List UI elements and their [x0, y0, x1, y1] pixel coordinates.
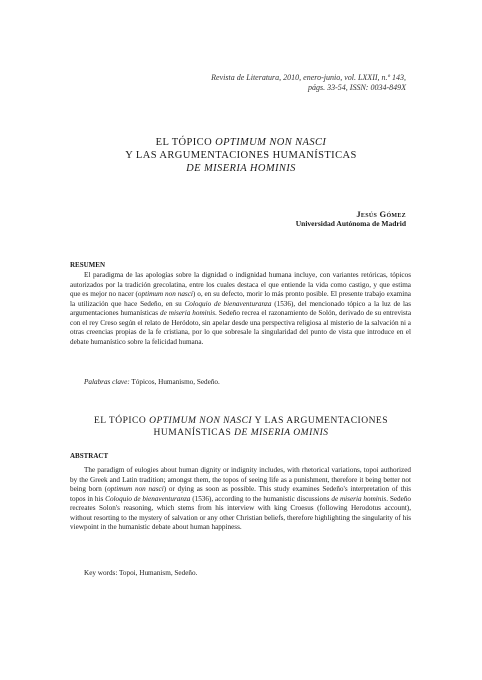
keywords-value: Topoi, Humanism, Sedeño.: [117, 569, 198, 577]
resumen-text: ) o, en su defecto, morir lo más pronto posible. El presente trabajo examina la utilización que hace Sedeño, en su: [70, 290, 412, 308]
resumen-text: (1536), del mencionado tópico a la luz de las argumentaciones humanísticas: [70, 299, 412, 317]
english-title-italic: OPTIMUM NON NASCI: [149, 416, 253, 426]
english-title-line: [60, 415, 422, 427]
keywords-en: [84, 569, 404, 579]
english-title: [60, 415, 422, 439]
author-name: Jesús Gómez: [356, 209, 406, 219]
english-title-text: Y LAS ARGUMENTACIONES: [252, 416, 389, 426]
resumen-italic: Coloquio de bienaventuranza: [184, 299, 272, 308]
resumen-paragraph: [70, 271, 411, 347]
author-affiliation: Universidad Autónoma de Madrid: [295, 219, 406, 228]
title-italic-text: DE: [186, 163, 204, 174]
title-line: [60, 162, 422, 175]
english-title-italic: DE MISERIA OMINIS: [234, 428, 329, 438]
abstract-text: . Sedeño recreates Solon's reasoning, which stems from his interview with king Croesus (following Herodotus account), without resorting to the mystery of salvation or any other Christian beliefs, therefore highlighting the singularity of his viewpoint in the humanistic debate about human happiness.: [70, 494, 412, 531]
article-title: [60, 136, 422, 175]
title-line: Y LAS ARGUMENTACIONES HUMANÍSTICAS: [125, 150, 357, 161]
title-italic-text: OPTIMUM NON NASCI: [215, 137, 327, 148]
abstract-italic: Coloquio de bienaventuranza: [105, 494, 191, 503]
english-title-line: [60, 427, 422, 439]
keywords-label: Palabras clave:: [84, 378, 130, 386]
title-italic-text: MISERIA HOMINIS: [204, 163, 296, 174]
abstract-paragraph: [70, 466, 411, 533]
abstract-text: (1536), according to the humanistic discussions: [190, 494, 332, 503]
author-block: [156, 209, 406, 229]
resumen-italic: de miseria hominis: [160, 309, 216, 317]
abstract-text: The paradigm of eulogies about human dignity or indignity includes, with rhetorical variations, topoi authorized by the Greek and Latin tradition; amongst them, the topos of seeing life as a punishment, therefore it being better not being born (: [70, 466, 411, 493]
english-title-text: EL TÓPICO: [93, 416, 150, 426]
journal-citation-line: págs. 33-54, ISSN: 0034-849X: [308, 83, 406, 92]
journal-citation: [106, 73, 406, 93]
abstract-heading: ABSTRACT: [70, 452, 109, 460]
abstract-text: ) or dying as soon as possible. This study examines Sedeño's interpretation of this topos in his: [70, 485, 411, 503]
title-text: EL TÓPICO: [155, 137, 216, 148]
journal-citation-line: Revista de Literatura, 2010, enero-junio, vol. LXXII, n.º 143,: [211, 73, 406, 82]
abstract-italic: optimum non nasci: [107, 485, 164, 493]
resumen-italic: optimum non nasci: [137, 290, 193, 298]
keywords-value: Tópicos, Humanismo, Sedeño.: [129, 378, 220, 386]
keywords-es: [84, 378, 404, 388]
english-title-text: HUMANÍSTICAS: [153, 428, 235, 438]
abstract-italic: de miseria hominis: [331, 494, 387, 503]
keywords-label: Key words:: [84, 569, 118, 577]
resumen-text: . Sedeño recrea el razonamiento de Solón, derivado de su entrevista con el rey Creso según el relato de Heródoto, sin apelar desde una perspectiva religiosa al misterio de la salvación ni a otras creencias propias de la fe cristiana, por lo que sobresale la singularidad del punto de vista que introduce en el debate humanístico sobre la felicidad humana.: [70, 309, 412, 346]
resumen-text: El paradigma de las apologías sobre la dignidad o indignidad humana incluye, con variantes retóricas, tópicos autorizados por la tradición grecolatina, entre los cuales destaca el que entiende la vida como castigo, y que estima que es mejor no nacer (: [70, 271, 411, 298]
resumen-heading: RESUMEN: [70, 261, 106, 269]
title-line: [60, 136, 422, 149]
